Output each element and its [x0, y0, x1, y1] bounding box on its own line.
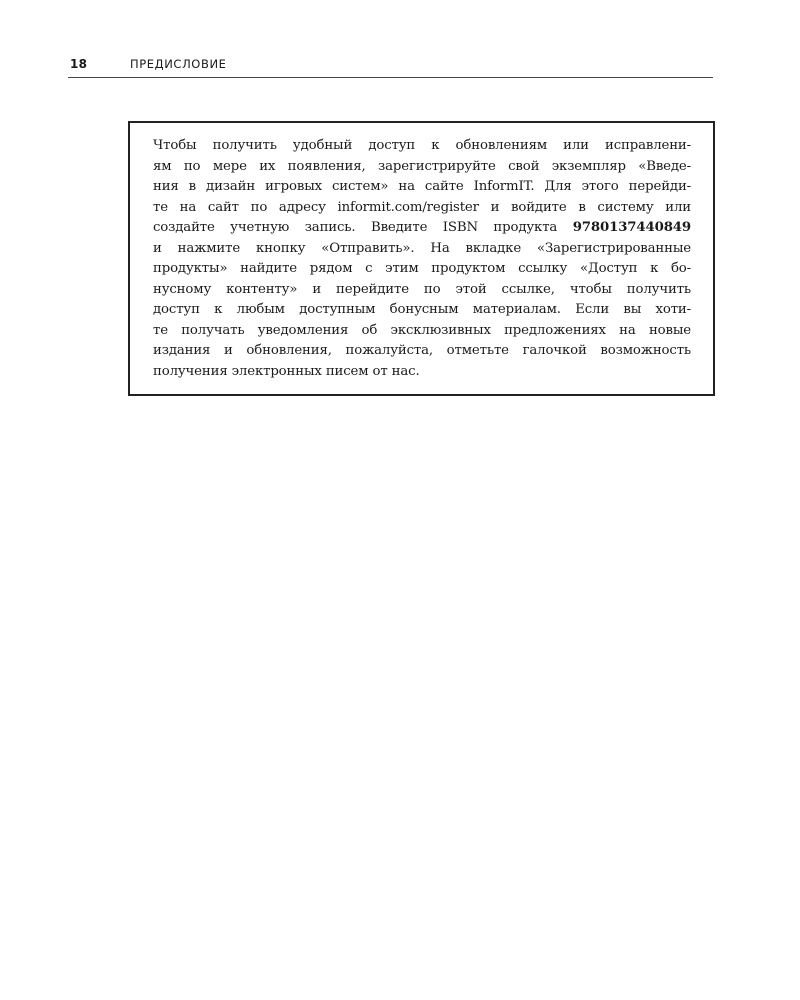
section-title: ПРЕДИСЛОВИЕ: [130, 57, 227, 71]
note-line-9: доступ к любым доступным бонусным материалам. Если вы хоти-: [153, 302, 691, 317]
running-head: [68, 57, 713, 78]
isbn-number: 9780137440849: [572, 220, 692, 235]
note-line-5: [153, 218, 691, 239]
note-line-12: получения электронных писем от нас.: [153, 363, 420, 379]
note-line-10: те получать уведомления об эксклюзивных предложениях на новые: [153, 322, 691, 338]
page-number: 18: [70, 57, 88, 71]
note-line-5-text: создайте учетную запись. Введите ISBN продукта: [153, 220, 558, 235]
note-line-6: и нажмите кнопку «Отправить». На вкладке «Зарегистрированные: [153, 240, 691, 256]
registration-note-box: [128, 121, 715, 396]
note-line-3: ния в дизайн игровых систем» на сайте InformIT. Для этого перейди-: [153, 179, 691, 194]
note-line-4: те на сайт по адресу informit.com/register и войдите в систему или: [153, 199, 691, 215]
note-line-2: ям по мере их появления, зарегистрируйте свой экземпляр «Введе-: [153, 158, 691, 174]
note-line-1: Чтобы получить удобный доступ к обновлениям или исправлени-: [153, 138, 691, 153]
note-line-7: продукты» найдите рядом с этим продуктом ссылку «Доступ к бо-: [153, 261, 691, 276]
note-line-11: издания и обновления, пожалуйста, отметьте галочкой возможность: [153, 343, 691, 358]
note-line-8: нусному контенту» и перейдите по этой ссылке, чтобы получить: [153, 281, 691, 297]
